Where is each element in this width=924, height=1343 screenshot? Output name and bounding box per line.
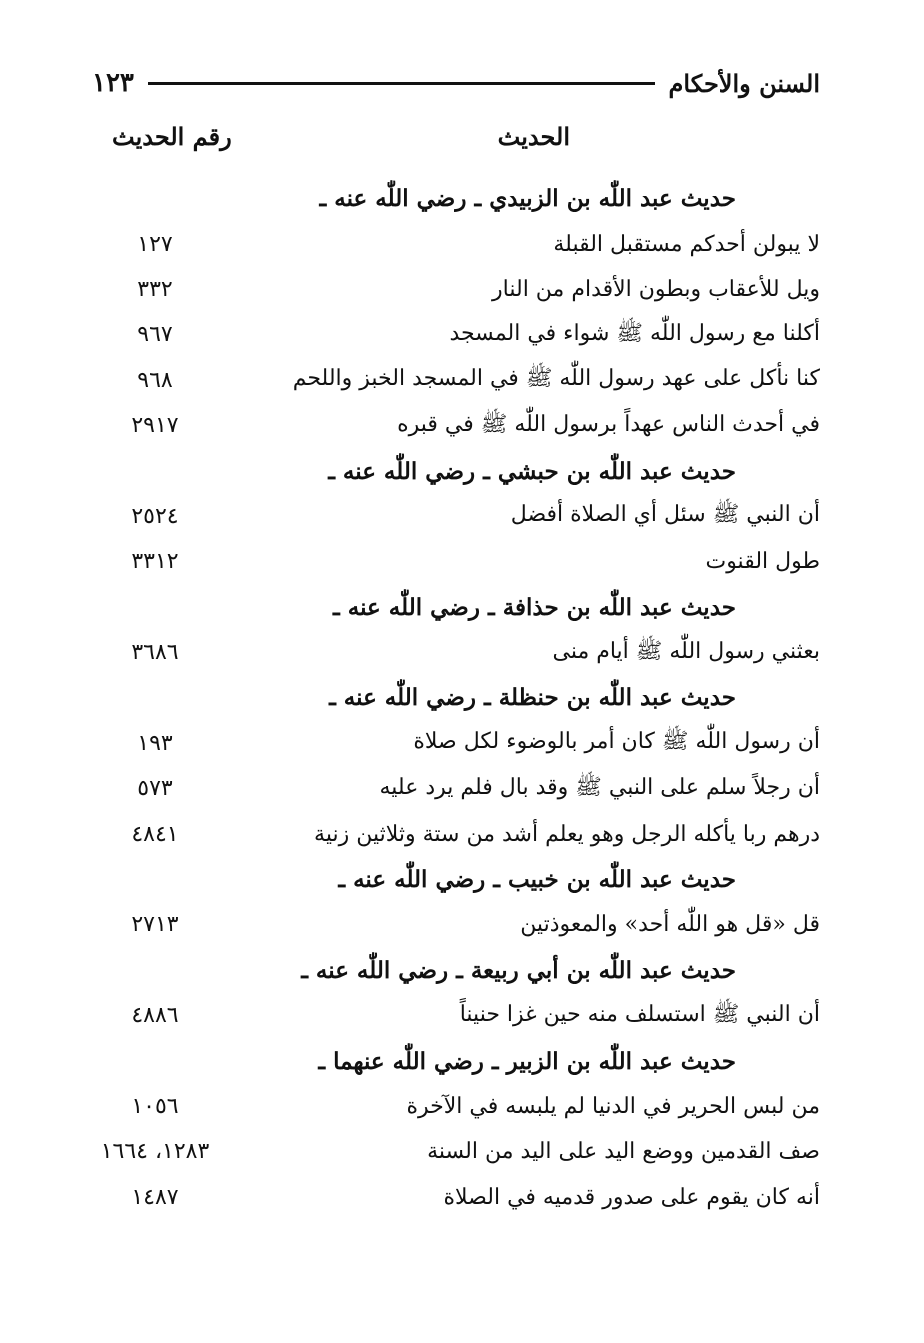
hadith-text: من لبس الحرير في الدنيا لم يلبسه في الآخرة [406, 1094, 820, 1119]
hadith-entry-row [80, 221, 820, 266]
hadith-entry-row [80, 902, 820, 947]
column-header-number: رقم الحديث [112, 122, 232, 151]
hadith-text: أن رسول اللّٰه ﷺ كان أمر بالوضوء لكل صلاة [413, 729, 820, 755]
column-headers [92, 122, 820, 166]
hadith-number: ٢٥٢٤ [131, 503, 179, 529]
hadith-entry-row [80, 312, 820, 357]
hadith-text: كنا نأكل على عهد رسول اللّٰه ﷺ في المسجد الخبز واللحم [292, 366, 820, 392]
hadith-number: ٣٣٢ [137, 276, 173, 302]
hadith-entry-row [80, 267, 820, 312]
hadith-number: ٢٧١٣ [131, 912, 179, 938]
hadith-number: ١٩٣ [137, 730, 173, 756]
hadith-number: ١٢٧ [137, 231, 173, 257]
hadith-text: قل «قل هو اللّٰه أحد» والمعوذتين [520, 912, 820, 938]
hadith-text: أن النبي ﷺ استسلف منه حين غزا حنيناً [459, 1001, 820, 1027]
hadith-text: درهم ربا يأكله الرجل وهو يعلم أشد من ستة وثلاثين زنية [314, 821, 820, 847]
hadith-number: ١٤٨٧ [131, 1184, 179, 1210]
column-header-hadith: الحديث [497, 122, 570, 151]
hadith-entry-row [80, 721, 820, 766]
hadith-number: ٤٨٨٦ [131, 1003, 179, 1029]
hadith-entry-row [80, 1175, 820, 1220]
hadith-number: ٣٦٨٦ [131, 640, 179, 666]
section-heading: حديث عبد اللّٰه بن الزبيدي ـ رضي اللّٰه عنه ـ [319, 185, 736, 213]
hadith-text: بعثني رسول اللّٰه ﷺ أيام منى [552, 638, 820, 664]
hadith-entry-row [80, 1129, 820, 1174]
hadith-text: لا يبولن أحدكم مستقبل القبلة [553, 231, 820, 257]
hadith-text: ويل للأعقاب وبطون الأقدام من النار [492, 276, 820, 302]
hadith-entry-row [80, 1084, 820, 1129]
hadith-entry-row [80, 358, 820, 403]
hadith-text: أكلنا مع رسول اللّٰه ﷺ شواء في المسجد [449, 320, 820, 346]
section-heading: حديث عبد اللّٰه بن خبيب ـ رضي اللّٰه عنه ـ [338, 866, 736, 894]
book-title: السنن والأحكام [668, 68, 820, 98]
hadith-number: ٩٦٨ [137, 367, 173, 393]
hadith-entry-row [80, 494, 820, 539]
section-heading-row [80, 857, 820, 902]
hadith-text: أن النبي ﷺ سئل أي الصلاة أفضل [510, 502, 820, 528]
hadith-text: أنه كان يقوم على صدور قدميه في الصلاة [443, 1184, 820, 1210]
hadith-text: في أحدث الناس عهداً برسول اللّٰه ﷺ في قبره [397, 411, 820, 437]
section-heading-row [80, 1038, 820, 1083]
section-heading-row [80, 176, 820, 221]
hadith-text: أن رجلاً سلم على النبي ﷺ وقد بال فلم يرد عليه [379, 774, 820, 800]
hadith-entry-row [80, 630, 820, 675]
section-heading: حديث عبد اللّٰه بن أبي ربيعة ـ رضي اللّٰه عنه ـ [301, 956, 736, 984]
hadith-entry-row [80, 539, 820, 584]
running-head [92, 58, 820, 108]
hadith-index-list [80, 176, 820, 1220]
hadith-text: صف القدمين ووضع اليد على اليد من السنة [427, 1139, 820, 1165]
section-heading-row [80, 948, 820, 993]
hadith-text: طول القنوت [705, 549, 820, 575]
hadith-number: ٥٧٣ [137, 776, 173, 802]
hadith-number: ٢٩١٧ [131, 413, 179, 439]
hadith-number: ١٢٨٣، ١٦٦٤ [100, 1139, 210, 1165]
hadith-entry-row [80, 403, 820, 448]
hadith-number: ٩٦٧ [137, 322, 173, 348]
hadith-number: ٤٨٤١ [131, 821, 179, 847]
section-heading: حديث عبد اللّٰه بن حذافة ـ رضي اللّٰه عنه ـ [333, 593, 736, 621]
section-heading: حديث عبد اللّٰه بن حبشي ـ رضي اللّٰه عنه ـ [328, 457, 736, 485]
section-heading-row [80, 675, 820, 720]
hadith-number: ١٠٥٦ [131, 1094, 179, 1119]
hadith-entry-row [80, 811, 820, 856]
page-number: ١٢٣ [92, 68, 134, 98]
section-heading: حديث عبد اللّٰه بن الزبير ـ رضي اللّٰه عنهما ـ [318, 1047, 736, 1075]
section-heading: حديث عبد اللّٰه بن حنظلة ـ رضي اللّٰه عنه ـ [329, 684, 736, 712]
hadith-entry-row [80, 993, 820, 1038]
hadith-entry-row [80, 766, 820, 811]
hadith-number: ٣٣١٢ [131, 549, 179, 575]
header-rule [148, 82, 655, 85]
section-heading-row [80, 448, 820, 493]
section-heading-row [80, 585, 820, 630]
